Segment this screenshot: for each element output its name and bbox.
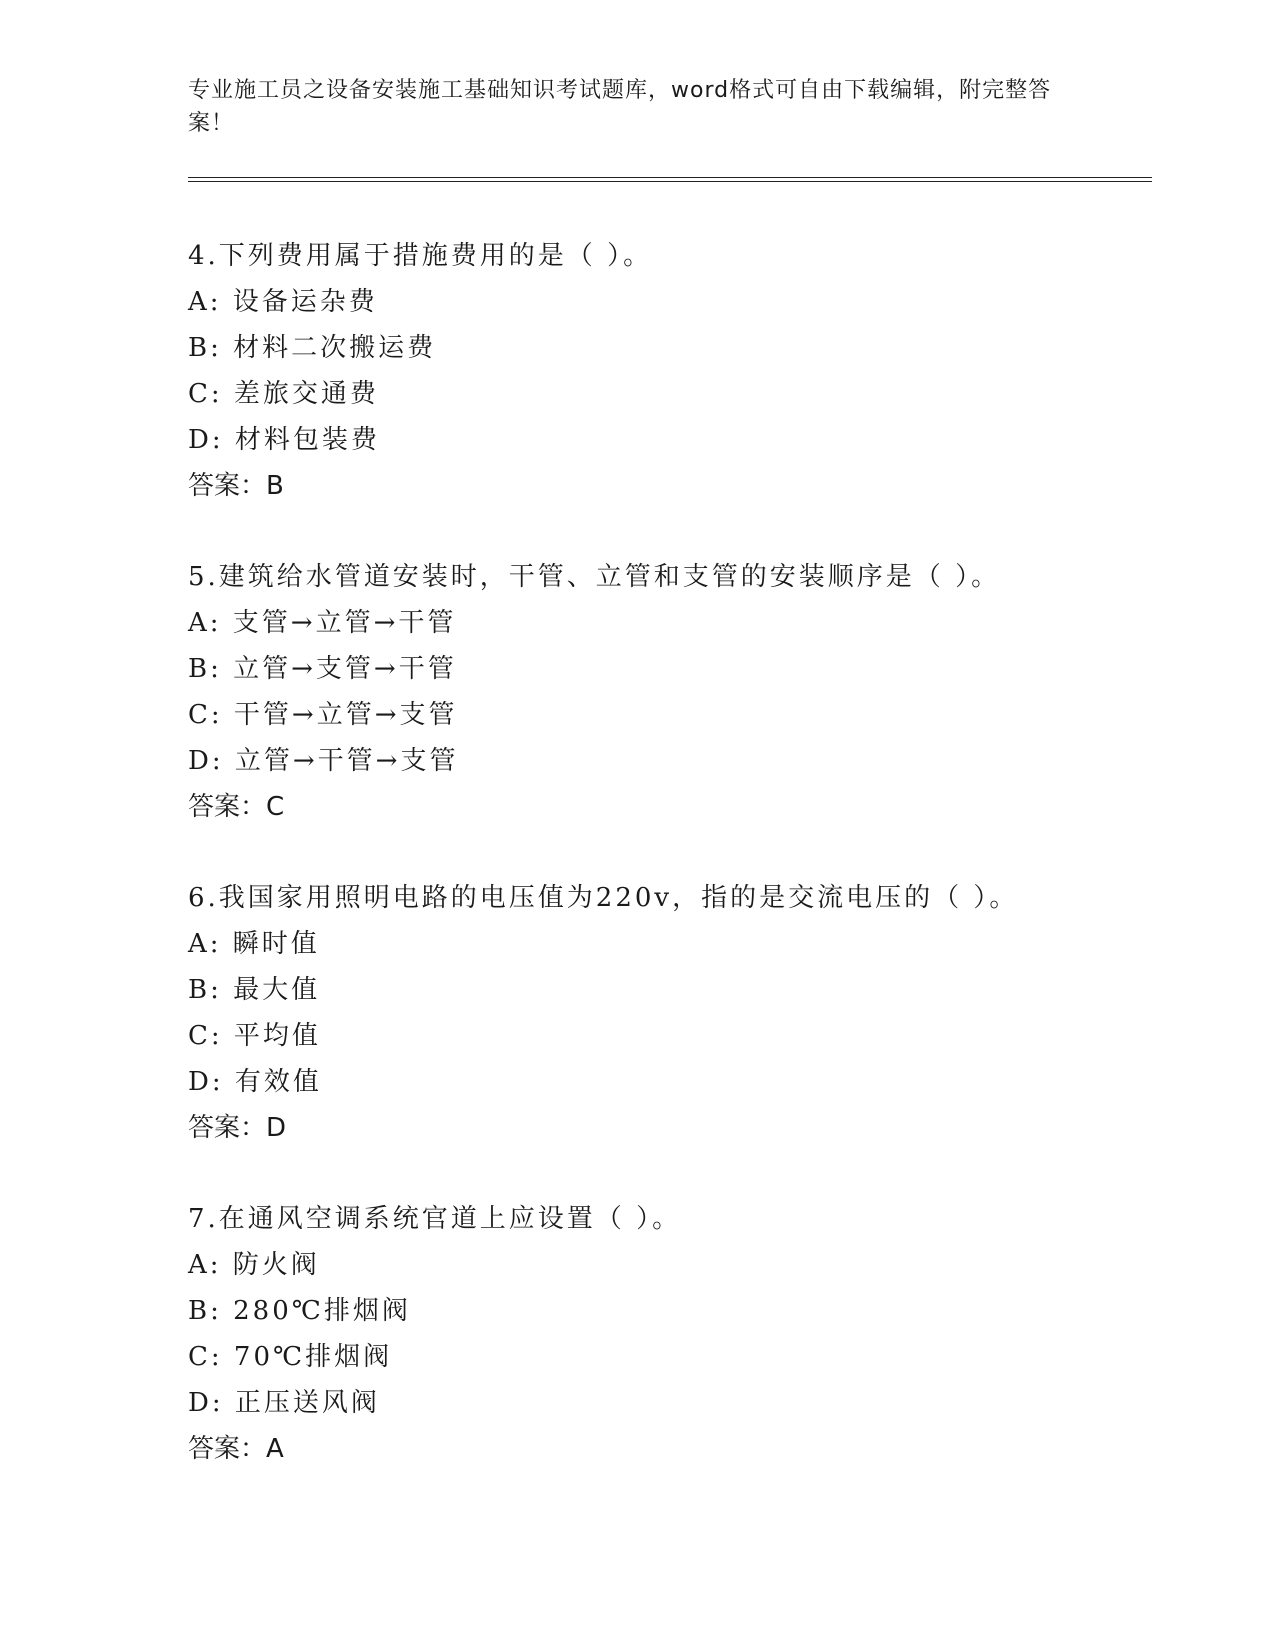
question-stem: 7.在通风空调系统官道上应设置（ ）。	[188, 1204, 682, 1234]
option-c: C: 70℃排烟阀	[188, 1342, 393, 1372]
question-block	[188, 1196, 1188, 1472]
option-b: B: 最大值	[188, 975, 321, 1005]
question-block	[188, 554, 1188, 830]
document-header: 专业施工员之设备安装施工基础知识考试题库，word格式可自由下载编辑，附完整答案！	[188, 78, 1052, 136]
option-c: C: 平均值	[188, 1021, 321, 1051]
option-a: A: 防火阀	[188, 1250, 320, 1280]
question-stem: 6.我国家用照明电路的电压值为220v，指的是交流电压的（ ）。	[188, 883, 1019, 913]
option-a: A: 设备运杂费	[188, 287, 378, 317]
option-c: C: 干管→立管→支管	[188, 700, 458, 730]
option-b: B: 材料二次搬运费	[188, 333, 437, 363]
question-block	[188, 233, 1188, 509]
option-b: B: 立管→支管→干管	[188, 654, 457, 684]
option-d: D: 材料包装费	[188, 425, 380, 455]
option-d: D: 立管→干管→支管	[188, 746, 459, 776]
option-a: A: 瞬时值	[188, 929, 320, 959]
answer-line: 答案：A	[188, 1434, 284, 1464]
option-b: B: 280℃排烟阀	[188, 1296, 411, 1326]
option-d: D: 有效值	[188, 1067, 322, 1097]
question-stem: 5.建筑给水管道安装时，干管、立管和支管的安装顺序是（ ）。	[188, 562, 1001, 592]
option-d: D: 正压送风阀	[188, 1388, 380, 1418]
answer-line: 答案：D	[188, 1113, 287, 1143]
answer-line: 答案：B	[188, 471, 284, 501]
option-a: A: 支管→立管→干管	[188, 608, 457, 638]
header-divider	[188, 177, 1152, 182]
question-stem: 4.下列费用属于措施费用的是（ ）。	[188, 241, 653, 271]
option-c: C: 差旅交通费	[188, 379, 379, 409]
answer-line: 答案：C	[188, 792, 285, 822]
question-block	[188, 875, 1188, 1151]
